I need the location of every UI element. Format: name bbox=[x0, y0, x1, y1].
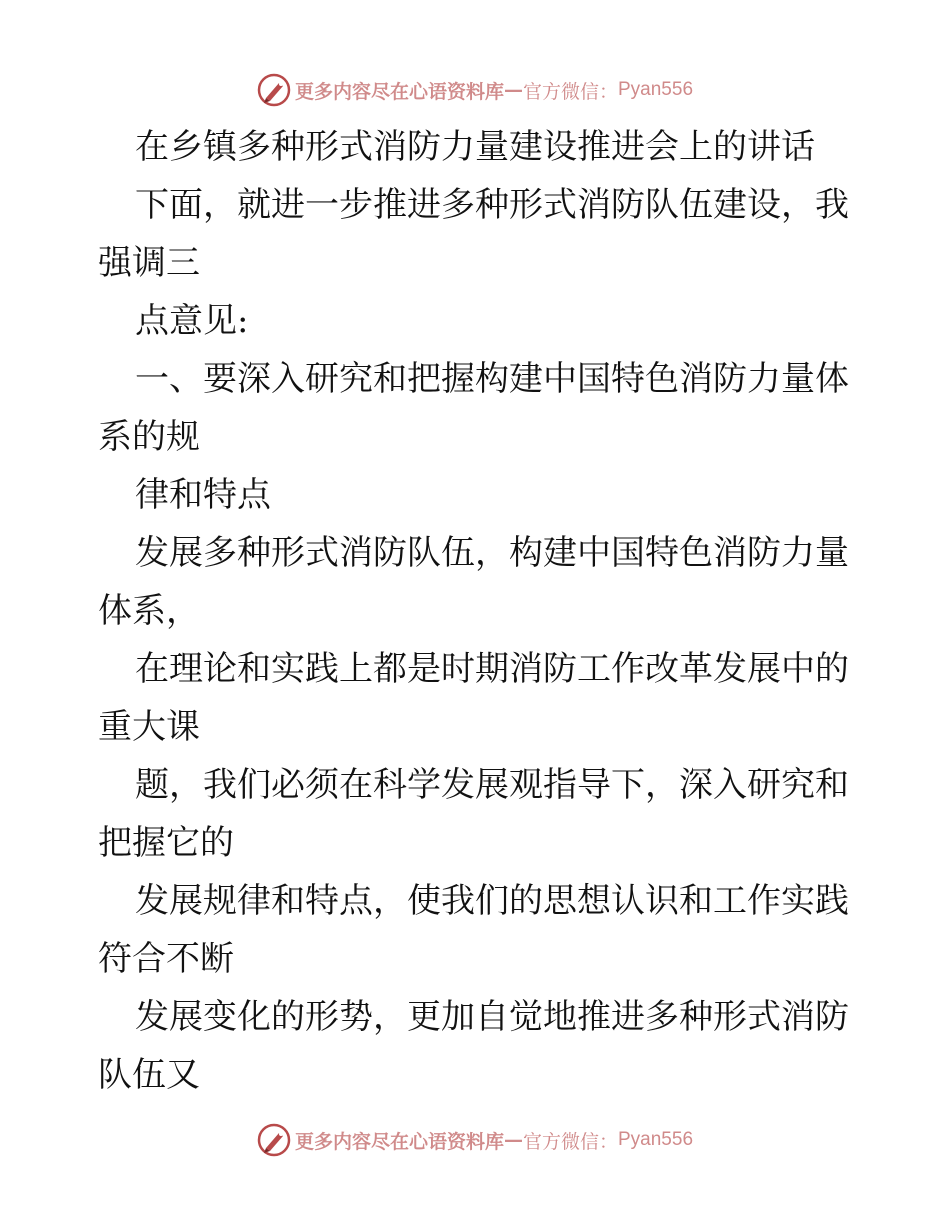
pen-logo-icon bbox=[257, 1123, 291, 1157]
text-line: 把握它的 bbox=[98, 823, 234, 863]
text-line: 系的规 bbox=[98, 417, 200, 457]
text-line: 发展多种形式消防队伍，构建中国特色消防力量 bbox=[135, 533, 849, 573]
watermark-dash: — bbox=[503, 79, 523, 101]
text-line: 强调三 bbox=[98, 243, 200, 283]
document-body bbox=[98, 118, 858, 1104]
watermark-handle: Pyan556 bbox=[618, 79, 694, 100]
text-line: 题，我们必须在科学发展观指导下，深入研究和 bbox=[135, 765, 849, 805]
text-line: 在乡镇多种形式消防力量建设推进会上的讲话 bbox=[135, 127, 815, 167]
watermark-banner-top bbox=[0, 70, 950, 110]
watermark-wechat-label: 官方微信： bbox=[522, 1131, 618, 1153]
text-line: 重大课 bbox=[98, 707, 200, 747]
text-line: 体系， bbox=[98, 591, 200, 631]
watermark-dash: — bbox=[503, 1129, 523, 1151]
text-line: 律和特点 bbox=[135, 475, 271, 515]
text-line: 下面，就进一步推进多种形式消防队伍建设，我 bbox=[135, 185, 849, 225]
text-line: 发展变化的形势，更加自觉地推进多种形式消防 bbox=[135, 997, 849, 1037]
text-line: 点意见: bbox=[135, 301, 249, 341]
text-line: 一、要深入研究和把握构建中国特色消防力量体 bbox=[135, 359, 849, 399]
pen-logo-icon bbox=[257, 73, 291, 107]
text-line: 符合不断 bbox=[98, 939, 234, 979]
text-line: 在理论和实践上都是时期消防工作改革发展中的 bbox=[135, 649, 849, 689]
watermark-banner-bottom bbox=[0, 1120, 950, 1160]
watermark-text: 更多内容尽在心语资料库 bbox=[294, 1130, 504, 1153]
text-line: 发展规律和特点，使我们的思想认识和工作实践 bbox=[135, 881, 849, 921]
watermark-handle: Pyan556 bbox=[618, 1129, 694, 1150]
text-line: 队伍又 bbox=[98, 1055, 200, 1095]
watermark-text: 更多内容尽在心语资料库 bbox=[294, 80, 504, 103]
watermark-wechat-label: 官方微信： bbox=[522, 81, 618, 103]
